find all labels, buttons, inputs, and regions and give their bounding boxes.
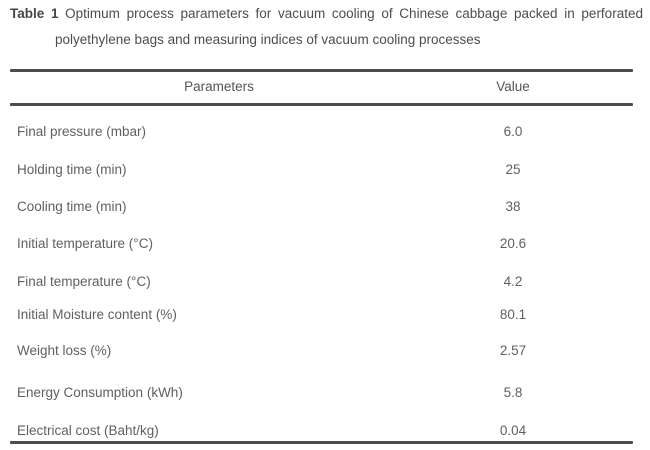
table-row — [10, 188, 633, 224]
table-caption-label: Table 1 — [10, 6, 59, 21]
parameter-cell: Electrical cost (Baht/kg) — [17, 422, 159, 438]
value-cell: 80.1 — [499, 306, 527, 322]
value-cell: 20.6 — [499, 235, 527, 251]
table-caption — [10, 6, 643, 48]
table-header-row — [10, 79, 633, 94]
parameter-cell: Energy Consumption (kWh) — [17, 384, 183, 400]
table-row — [10, 224, 633, 262]
table-row — [10, 151, 633, 188]
table-caption-text: Optimum process parameters for vacuum cooling of Chinese cabbage packed in perforated — [65, 6, 643, 21]
table-row — [10, 328, 633, 372]
table-body — [10, 112, 633, 448]
parameter-cell: Weight loss (%) — [17, 342, 112, 358]
table-caption-line1 — [10, 6, 643, 22]
value-cell: 38 — [505, 198, 521, 214]
value-cell: 6.0 — [503, 124, 523, 139]
parameter-cell: Initial Moisture content (%) — [17, 306, 177, 322]
parameter-cell: Final pressure (mbar) — [17, 124, 147, 139]
table-top-rule — [10, 69, 633, 72]
value-cell: 4.2 — [503, 273, 523, 289]
value-cell: 25 — [505, 162, 521, 177]
parameter-cell: Initial temperature (°C) — [17, 235, 153, 251]
column-header-value: Value — [496, 79, 530, 94]
table-row — [10, 262, 633, 300]
value-cell: 0.04 — [499, 422, 527, 438]
table-bottom-rule — [10, 441, 633, 444]
parameter-cell: Cooling time (min) — [17, 198, 127, 214]
table-caption-line2: polyethylene bags and measuring indices of vacuum cooling processes — [55, 32, 481, 47]
value-cell: 2.57 — [499, 342, 527, 358]
table-header-rule — [10, 103, 633, 106]
table-row — [10, 112, 633, 151]
table-row — [10, 300, 633, 328]
parameter-cell: Final temperature (°C) — [17, 273, 151, 289]
value-cell: 5.8 — [503, 384, 523, 400]
column-header-parameters: Parameters — [184, 79, 254, 94]
table-row — [10, 372, 633, 412]
parameter-cell: Holding time (min) — [17, 162, 127, 177]
